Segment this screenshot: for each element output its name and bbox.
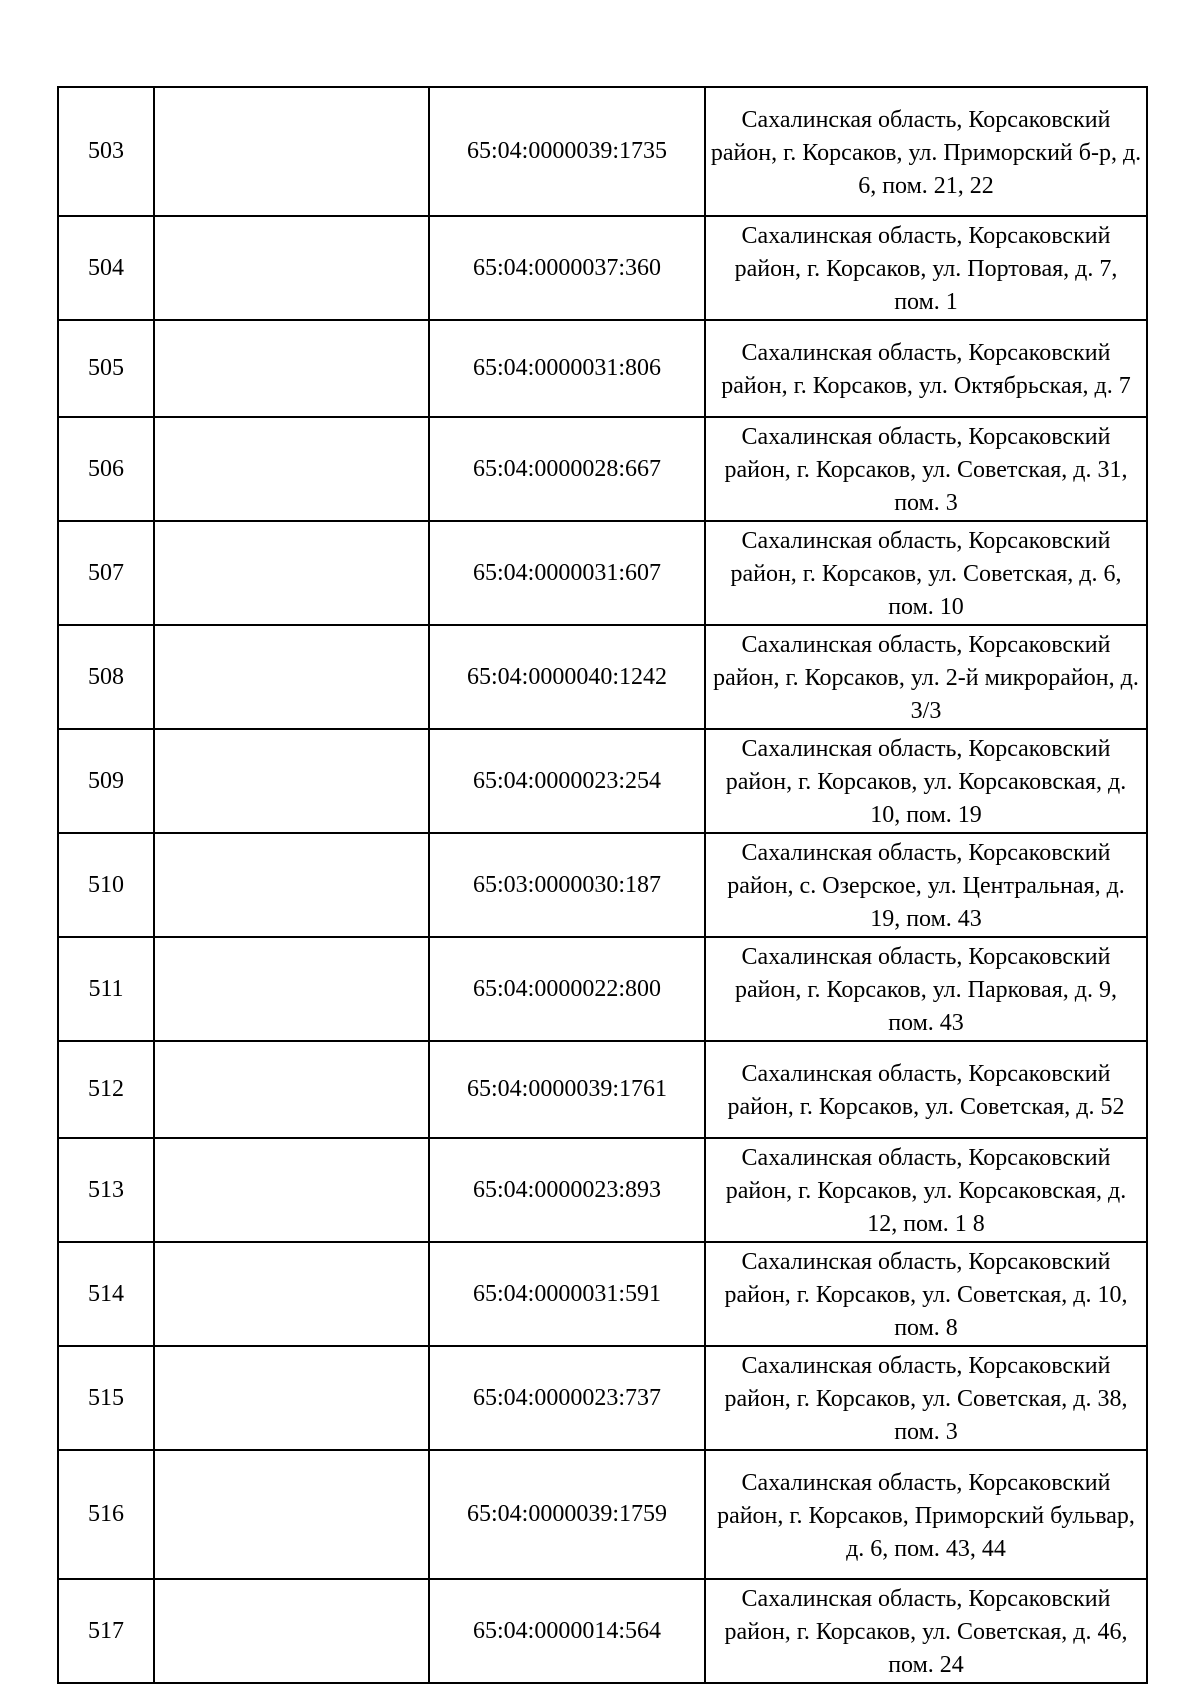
property-registry-table — [57, 86, 1148, 1684]
owner-cell — [154, 625, 429, 729]
address-text: Сахалинская область, Корсаковский район, г. Корсаков, ул. Советская, д. 46, пом. 24 — [724, 1586, 1128, 1678]
table-row — [58, 1041, 1147, 1138]
cadastral-number-cell: 65:04:0000023:893 — [429, 1138, 705, 1242]
cadastral-number-cell: 65:04:0000031:806 — [429, 320, 705, 417]
address-text: Сахалинская область, Корсаковский район, г. Корсаков, ул. Корсаковская, д. 12, пом. 1 8 — [725, 1145, 1127, 1237]
owner-cell — [154, 1242, 429, 1346]
cadastral-number-cell: 65:03:0000030:187 — [429, 833, 705, 937]
address-text: Сахалинская область, Корсаковский район, с. Озерское, ул. Центральная, д. 19, пом. 43 — [727, 840, 1125, 932]
address-cell — [705, 625, 1147, 729]
address-text: Сахалинская область, Корсаковский район, г. Корсаков, ул. Советская, д. 10, пом. 8 — [724, 1249, 1128, 1341]
table-row — [58, 417, 1147, 521]
row-number-cell: 506 — [58, 417, 154, 521]
address-text: Сахалинская область, Корсаковский район, г. Корсаков, ул. Советская, д. 52 — [727, 1061, 1125, 1120]
address-cell — [705, 833, 1147, 937]
table-row — [58, 625, 1147, 729]
address-cell — [705, 320, 1147, 417]
address-text: Сахалинская область, Корсаковский район, г. Корсаков, ул. Октябрьская, д. 7 — [721, 340, 1131, 399]
owner-cell — [154, 1138, 429, 1242]
row-number-cell: 503 — [58, 87, 154, 216]
cadastral-number-cell: 65:04:0000037:360 — [429, 216, 705, 320]
owner-cell — [154, 833, 429, 937]
table-row — [58, 833, 1147, 937]
table-row — [58, 937, 1147, 1041]
cadastral-number-cell: 65:04:0000022:800 — [429, 937, 705, 1041]
cadastral-number-cell: 65:04:0000023:737 — [429, 1346, 705, 1450]
row-number-cell: 508 — [58, 625, 154, 729]
row-number-cell: 517 — [58, 1579, 154, 1683]
address-text: Сахалинская область, Корсаковский район, г. Корсаков, Приморский бульвар, д. 6, пом. 43, 44 — [717, 1469, 1135, 1562]
owner-cell — [154, 216, 429, 320]
address-text: Сахалинская область, Корсаковский район, г. Корсаков, ул. Корсаковская, д. 10, пом. 19 — [725, 736, 1127, 828]
address-cell — [705, 87, 1147, 216]
address-cell — [705, 1579, 1147, 1683]
address-text: Сахалинская область, Корсаковский район, г. Корсаков, ул. Советская, д. 31, пом. 3 — [724, 424, 1128, 516]
row-number-cell: 504 — [58, 216, 154, 320]
table-row — [58, 1579, 1147, 1683]
table-body — [58, 87, 1147, 1683]
owner-cell — [154, 320, 429, 417]
owner-cell — [154, 87, 429, 216]
address-text: Сахалинская область, Корсаковский район, г. Корсаков, ул. 2-й микрорайон, д. 3/3 — [713, 632, 1139, 724]
cadastral-number-cell: 65:04:0000039:1761 — [429, 1041, 705, 1138]
address-cell — [705, 521, 1147, 625]
address-text: Сахалинская область, Корсаковский район, г. Корсаков, ул. Портовая, д. 7, пом. 1 — [734, 223, 1118, 315]
cadastral-number-cell: 65:04:0000039:1735 — [429, 87, 705, 216]
row-number-cell: 516 — [58, 1450, 154, 1579]
address-cell — [705, 729, 1147, 833]
cadastral-number-cell: 65:04:0000028:667 — [429, 417, 705, 521]
row-number-cell: 513 — [58, 1138, 154, 1242]
table-row — [58, 320, 1147, 417]
owner-cell — [154, 521, 429, 625]
cadastral-number-cell: 65:04:0000031:607 — [429, 521, 705, 625]
row-number-cell: 509 — [58, 729, 154, 833]
owner-cell — [154, 937, 429, 1041]
address-cell — [705, 1450, 1147, 1579]
owner-cell — [154, 1579, 429, 1683]
address-text: Сахалинская область, Корсаковский район, г. Корсаков, ул. Советская, д. 6, пом. 10 — [730, 528, 1122, 620]
address-text: Сахалинская область, Корсаковский район, г. Корсаков, ул. Парковая, д. 9, пом. 43 — [735, 944, 1117, 1036]
cadastral-number-cell: 65:04:0000014:564 — [429, 1579, 705, 1683]
address-cell — [705, 1346, 1147, 1450]
address-text: Сахалинская область, Корсаковский район, г. Корсаков, ул. Советская, д. 38, пом. 3 — [724, 1353, 1128, 1445]
address-cell — [705, 216, 1147, 320]
address-text: Сахалинская область, Корсаковский район, г. Корсаков, ул. Приморский б-р, д. 6, пом. 21, 22 — [710, 106, 1142, 199]
address-cell — [705, 1041, 1147, 1138]
cadastral-number-cell: 65:04:0000040:1242 — [429, 625, 705, 729]
address-cell — [705, 1138, 1147, 1242]
table-row — [58, 87, 1147, 216]
row-number-cell: 514 — [58, 1242, 154, 1346]
address-cell — [705, 937, 1147, 1041]
owner-cell — [154, 417, 429, 521]
address-cell — [705, 1242, 1147, 1346]
table-row — [58, 1138, 1147, 1242]
table-row — [58, 216, 1147, 320]
table-row — [58, 729, 1147, 833]
row-number-cell: 505 — [58, 320, 154, 417]
row-number-cell: 512 — [58, 1041, 154, 1138]
owner-cell — [154, 1450, 429, 1579]
address-cell — [705, 417, 1147, 521]
owner-cell — [154, 1346, 429, 1450]
cadastral-number-cell: 65:04:0000039:1759 — [429, 1450, 705, 1579]
owner-cell — [154, 1041, 429, 1138]
row-number-cell: 515 — [58, 1346, 154, 1450]
row-number-cell: 511 — [58, 937, 154, 1041]
table-row — [58, 1346, 1147, 1450]
owner-cell — [154, 729, 429, 833]
cadastral-number-cell: 65:04:0000023:254 — [429, 729, 705, 833]
row-number-cell: 510 — [58, 833, 154, 937]
row-number-cell: 507 — [58, 521, 154, 625]
table-row — [58, 1450, 1147, 1579]
cadastral-number-cell: 65:04:0000031:591 — [429, 1242, 705, 1346]
table-row — [58, 521, 1147, 625]
table-row — [58, 1242, 1147, 1346]
